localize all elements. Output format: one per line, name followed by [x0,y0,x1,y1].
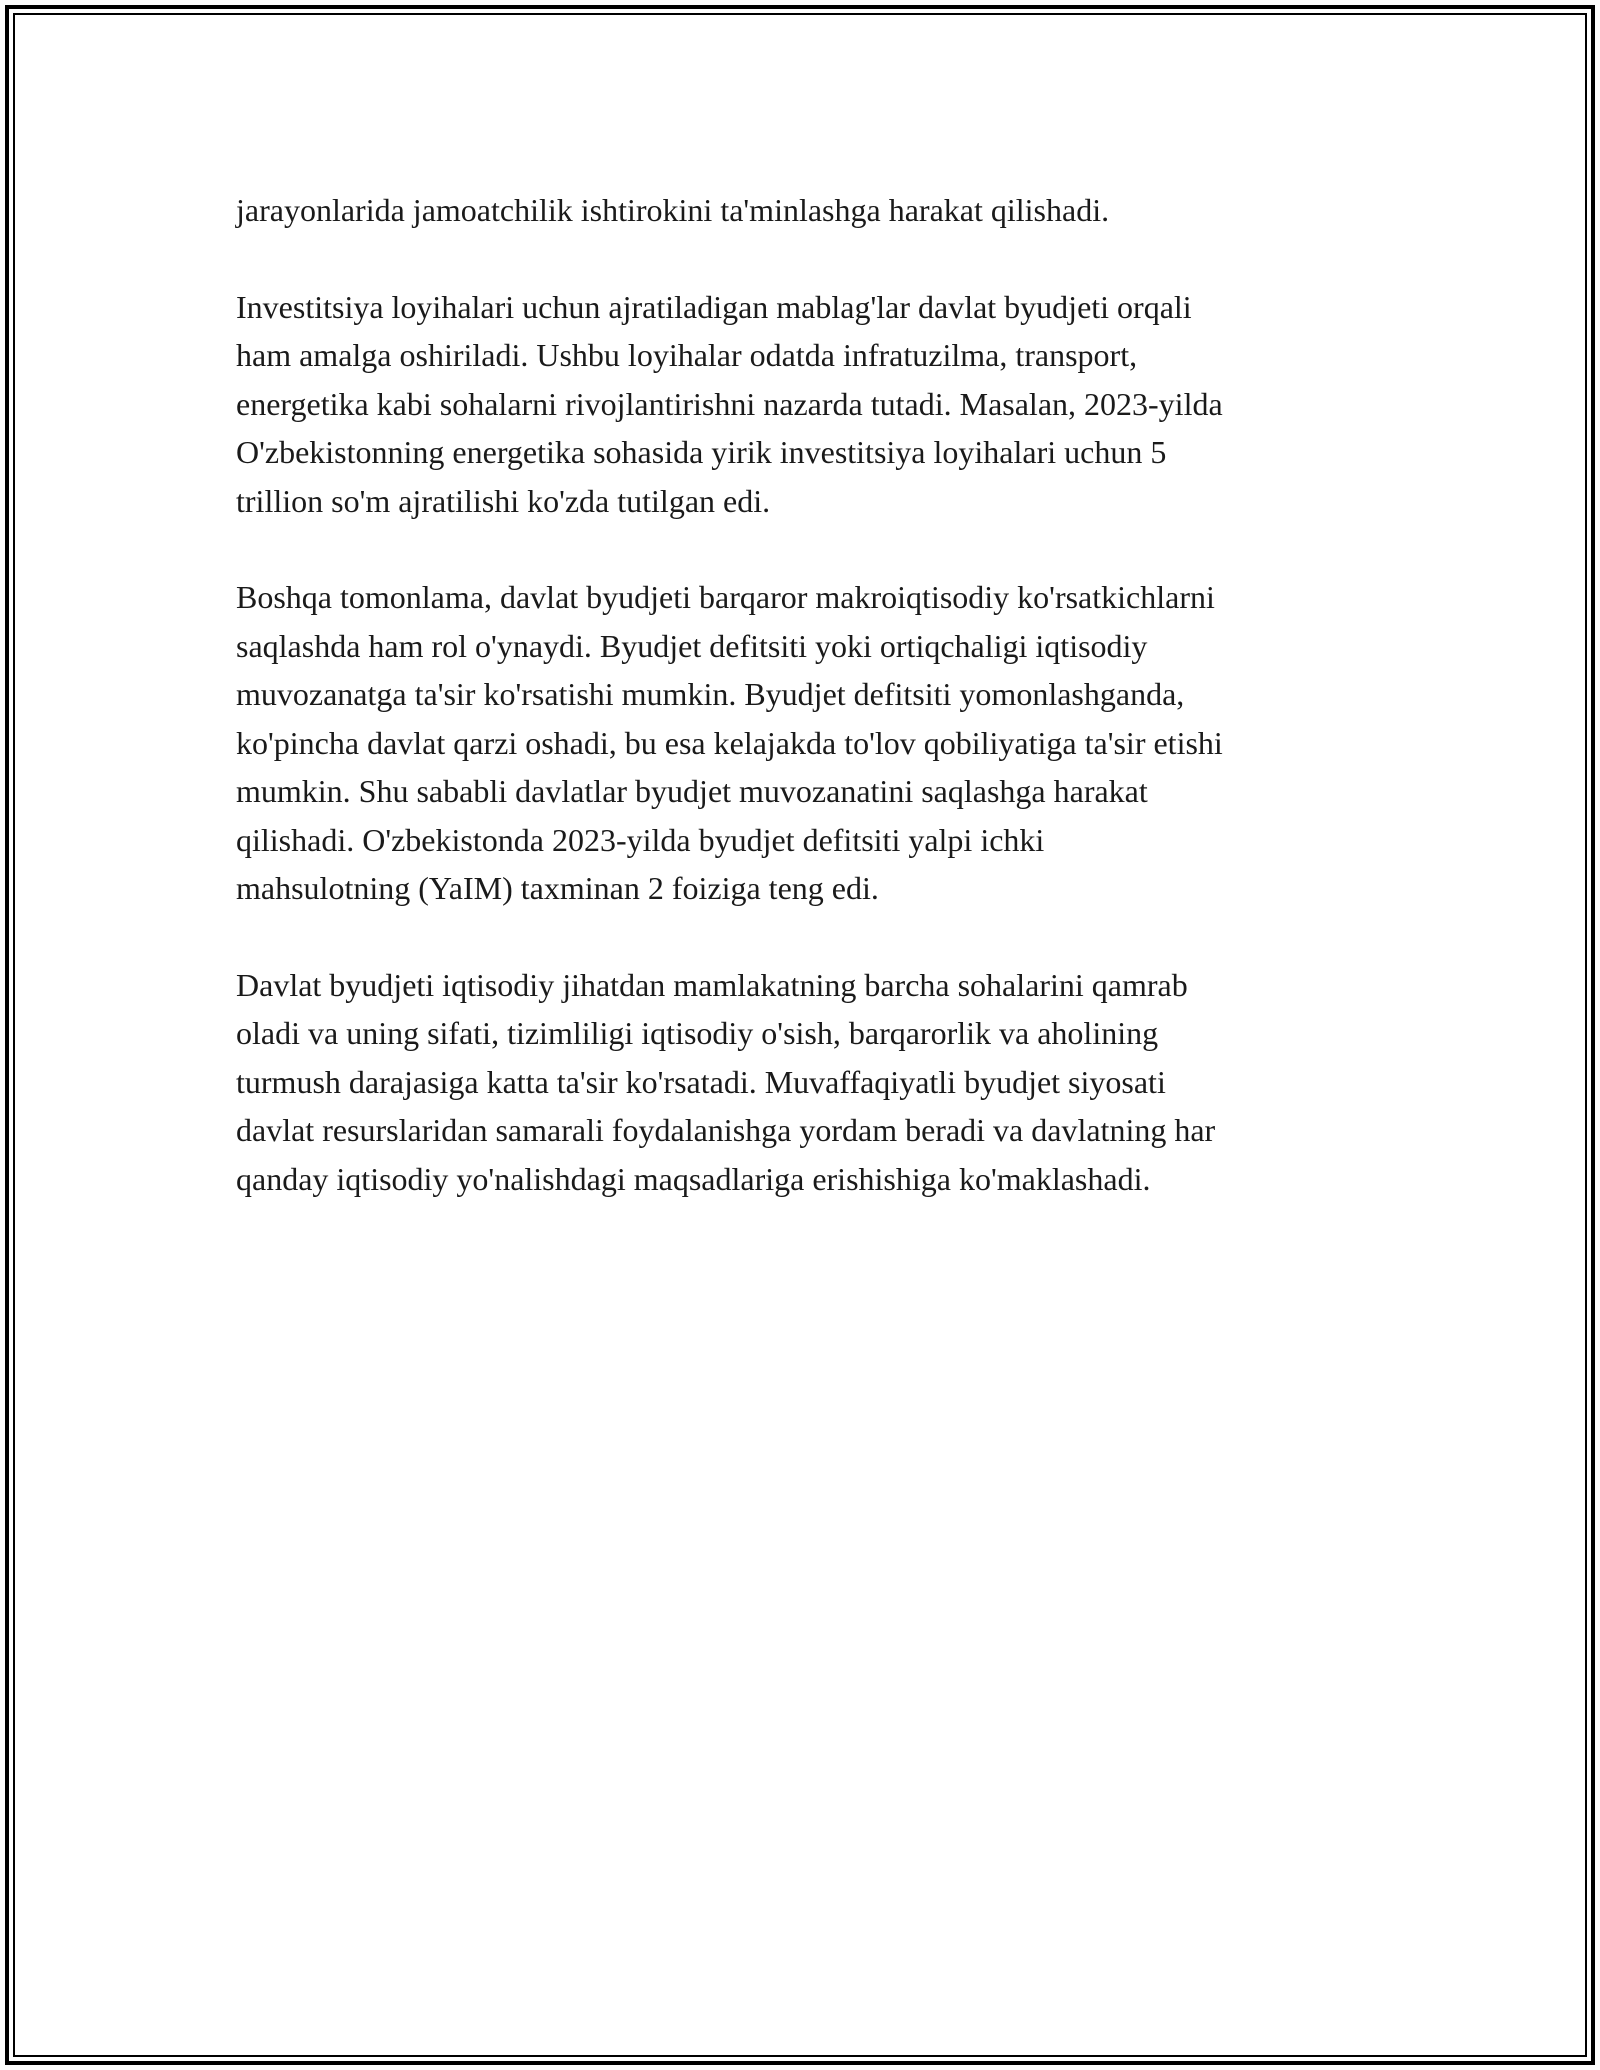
document-body [236,186,1386,1251]
paragraph-1: jarayonlarida jamoatchilik ishtirokini ta'minlashga harakat qilishadi. [236,192,1110,228]
paragraph-3: Boshqa tomonlama, davlat byudjeti barqaror makroiqtisodiy ko'rsatkichlarni saqlashda ham rol o'ynaydi. Byudjet defitsiti yoki ortiqchaligi iqtisodiy muvozanatga ta'sir ko'rsatishi mumkin. Byudjet defitsiti yomonlashganda, ko'pincha davlat qarzi oshadi, bu esa kelajakda to'lov qobiliyatiga ta'sir etishi mumkin. Shu sababli davlatlar byudjet muvozanatini saqlashga harakat qilishadi. O'zbekistonda 2023-yilda byudjet defitsiti yalpi ichki mahsulotning (YaIM) taxminan 2 foiziga teng edi. [236,579,1223,906]
paragraph-4: Davlat byudjeti iqtisodiy jihatdan mamlakatning barcha sohalarini qamrab oladi va uning sifati, tizimliligi iqtisodiy o'sish, barqarorlik va aholining turmush darajasiga katta ta'sir ko'rsatadi. Muvaffaqiyatli byudjet siyosati davlat resurslaridan samarali foydalanishga yordam beradi va davlatning har qanday iqtisodiy yo'nalishdagi maqsadlariga erishishiga ko'maklashadi. [236,966,1216,1197]
paragraph-2: Investitsiya loyihalari uchun ajratiladigan mablag'lar davlat byudjeti orqali ham amalga oshiriladi. Ushbu loyihalar odatda infratuzilma, transport, energetika kabi sohalarni rivojlantirishni nazarda tutadi. Masalan, 2023-yilda O'zbekistonning energetika sohasida yirik investitsiya loyihalari uchun 5 trillion so'm ajratilishi ko'zda tutilgan edi. [236,288,1223,519]
